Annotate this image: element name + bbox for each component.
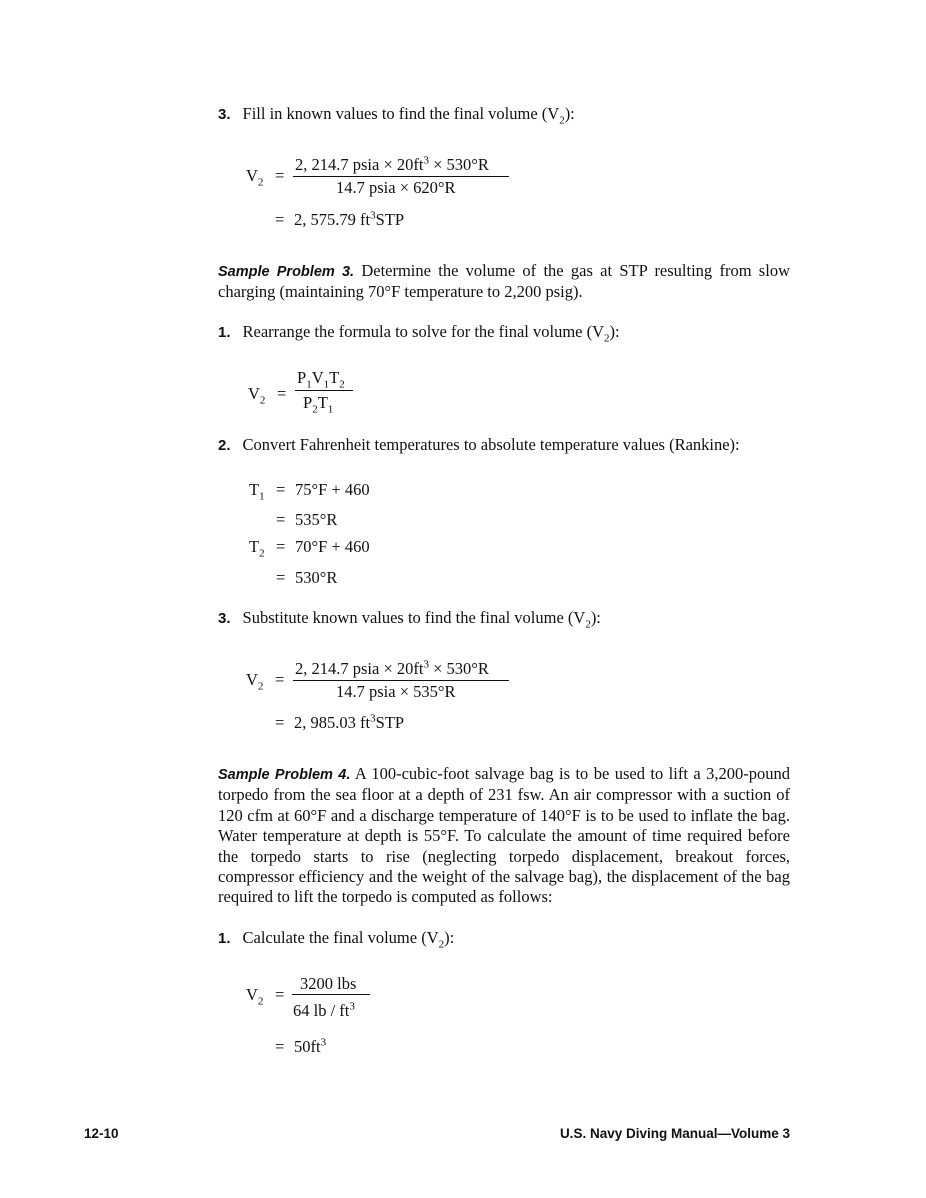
step-number: 1. xyxy=(218,930,231,947)
lhs: $V_2$ xyxy=(246,985,264,1008)
fraction-bar xyxy=(292,994,370,995)
denominator: 64 lb / $ft^3$ xyxy=(293,1000,355,1020)
step-text: Fill in known values to find the final volume $(V_2)$: xyxy=(242,104,575,127)
equals-sign: = xyxy=(276,510,286,529)
step-text: Rearrange the formula to solve for the final volume $(V_2)$: xyxy=(242,322,620,345)
equals-sign: = xyxy=(277,384,287,403)
sample-problem-label: Sample Problem 3. xyxy=(218,264,355,280)
step-text: Substitute known values to find the final volume $(V_2)$: xyxy=(242,608,601,631)
result: 2, 575.79 $ft^3STP$ xyxy=(294,209,405,229)
equals-sign: = xyxy=(275,210,285,229)
lhs: $V_2$ xyxy=(248,384,266,407)
temp-lhs: $T_2$ xyxy=(249,537,265,560)
numerator: 3200 lbs xyxy=(300,974,357,993)
lhs: $V_2$ xyxy=(246,670,264,693)
sample-problem-text: A 100-cubic-foot salvage bag is to be used to lift a 3,200-pound torpedo from the sea floor at a depth of 231 fsw. An air compressor with a suction of 120 cfm at 60°F and a discharge temperature of 140°F is to be used to inflate the bag. Water temperature at depth is 55°F. To calculate the amount of time required before the torpedo starts to rise (neglecting torpedo displacement, breakout forces, compressor efficiency and the weight of the salvage bag), the displacement of the bag required to lift the torpedo is computed as follows: xyxy=(218,764,790,907)
temp-rhs: 535°R xyxy=(295,510,338,529)
equals-sign: = xyxy=(275,985,285,1004)
denominator: 14.7 psia × 620°R xyxy=(336,178,456,197)
sample-problem-label: Sample Problem 4. xyxy=(218,767,351,783)
equals-sign: = xyxy=(275,670,285,689)
result: 2, 985.03 $ft^3STP$ xyxy=(294,712,405,732)
step-text: Calculate the final volume $(V_2)$: xyxy=(242,928,455,951)
temp-rhs: 75°F + 460 xyxy=(295,480,370,499)
temp-rhs: 530°R xyxy=(295,568,338,587)
result: $50ft^3$ xyxy=(294,1036,327,1056)
equals-sign: = xyxy=(275,166,285,185)
step-number: 3. xyxy=(218,106,231,123)
sample-problem-text: Determine the volume of the gas at STP resulting from slow charging (maintaining 70°F temperature to 2,200 psig). xyxy=(218,261,790,302)
page-number: 12-10 xyxy=(84,1126,119,1141)
numerator: 2, 214.7 psia × $20ft^3 \times 530^\circ R$ xyxy=(295,658,489,678)
step-number: 3. xyxy=(218,610,231,627)
numerator: 2, 214.7 psia × $20ft^3 \times 530^\circ R$ xyxy=(295,154,489,174)
footer-title: U.S. Navy Diving Manual—Volume 3 xyxy=(559,1126,790,1141)
step-text: Convert Fahrenheit temperatures to absolute temperature values (Rankine): xyxy=(242,435,740,454)
step-number: 2. xyxy=(218,437,231,454)
numerator: $P_1V_1T_2$ xyxy=(297,368,345,391)
equals-sign: = xyxy=(275,1037,285,1056)
temp-lhs: $T_1$ xyxy=(249,480,265,503)
denominator: 14.7 psia × 535°R xyxy=(336,682,456,701)
equals-sign: = xyxy=(276,537,286,556)
equals-sign: = xyxy=(276,480,286,499)
step-number: 1. xyxy=(218,324,231,341)
equals-sign: = xyxy=(275,713,285,732)
equals-sign: = xyxy=(276,568,286,587)
temp-rhs: 70°F + 460 xyxy=(295,537,370,556)
lhs: $V_2$ xyxy=(246,166,264,189)
denominator: $P_2T_1$ xyxy=(303,393,334,416)
